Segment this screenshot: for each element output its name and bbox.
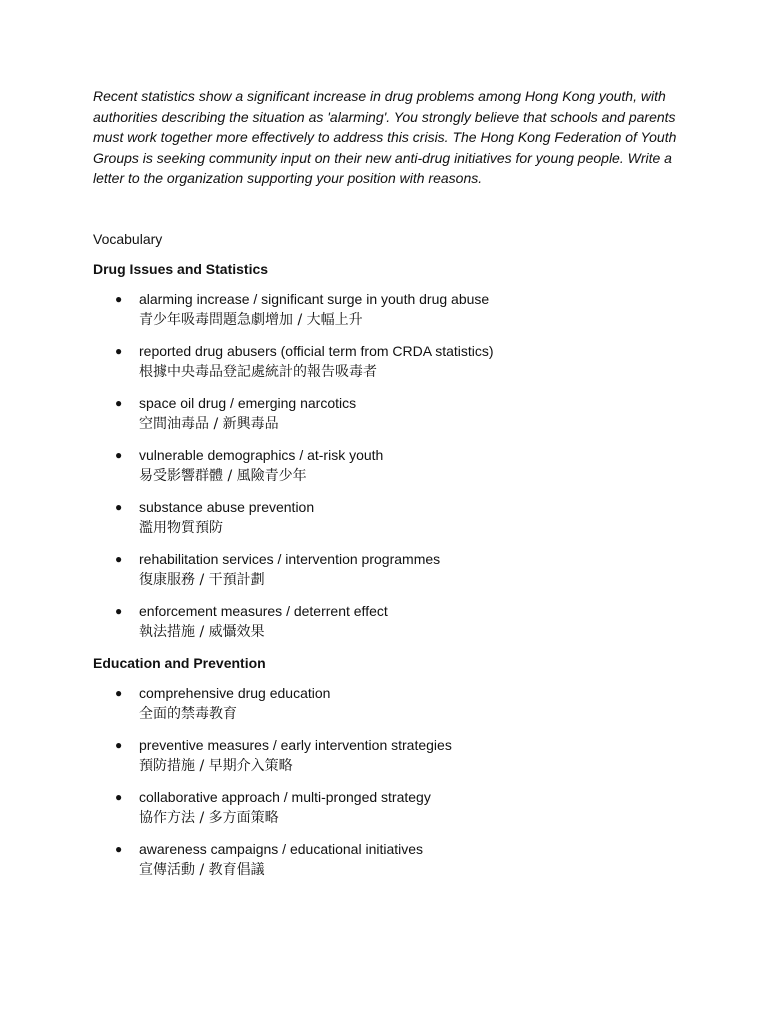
bullet-icon: ●	[115, 499, 123, 514]
vocab-chinese: 全面的禁毒教育	[139, 705, 237, 722]
list-item	[93, 839, 683, 881]
bullet-icon: ●	[115, 291, 123, 306]
bullet-icon: ●	[115, 603, 123, 618]
list-item	[93, 393, 683, 435]
bullet-icon: ●	[115, 395, 123, 410]
vocab-chinese: 空間油毒品 / 新興毒品	[139, 415, 279, 432]
list-item	[93, 445, 683, 487]
list-item	[93, 683, 683, 725]
bullet-icon: ●	[115, 685, 123, 700]
list-item	[93, 341, 683, 383]
section-heading-education-prevention: Education and Prevention	[93, 654, 266, 671]
vocab-english: collaborative approach / multi-pronged strategy	[139, 788, 431, 805]
vocab-chinese: 易受影響群體 / 風險青少年	[139, 467, 307, 484]
bullet-icon: ●	[115, 447, 123, 462]
vocab-chinese: 宣傳活動 / 教育倡議	[139, 861, 265, 878]
vocab-chinese: 青少年吸毒問題急劇增加 / 大幅上升	[139, 311, 363, 328]
vocab-english: reported drug abusers (official term from CRDA statistics)	[139, 342, 494, 359]
bullet-icon: ●	[115, 789, 123, 804]
section-heading-drug-issues: Drug Issues and Statistics	[93, 260, 269, 277]
vocab-list-education-prevention	[93, 683, 683, 881]
vocabulary-title: Vocabulary	[93, 230, 163, 247]
bullet-icon: ●	[115, 737, 123, 752]
vocab-english: awareness campaigns / educational initiatives	[139, 840, 424, 857]
vocab-chinese: 協作方法 / 多方面策略	[139, 809, 279, 826]
bullet-icon: ●	[115, 551, 123, 566]
vocab-chinese: 根據中央毒品登記處統計的報告吸毒者	[139, 363, 377, 380]
vocab-english: space oil drug / emerging narcotics	[139, 394, 357, 411]
document-page	[93, 86, 683, 881]
list-item	[93, 549, 683, 591]
vocab-chinese: 預防措施 / 早期介入策略	[139, 757, 293, 774]
vocab-english: alarming increase / significant surge in youth drug abuse	[139, 290, 490, 307]
list-item	[93, 787, 683, 829]
vocab-chinese: 復康服務 / 干預計劃	[139, 571, 265, 588]
list-item	[93, 497, 683, 539]
vocab-chinese: 濫用物質預防	[139, 519, 223, 536]
list-item	[93, 735, 683, 777]
list-item	[93, 601, 683, 643]
vocab-english: comprehensive drug education	[139, 684, 331, 701]
vocab-chinese: 執法措施 / 威懾效果	[139, 623, 265, 640]
writing-prompt: Recent statistics show a significant increase in drug problems among Hong Kong youth, with authorities describing the situation as 'alarming'. You strongly believe that schools and parents must work together more effectively to address this crisis. The Hong Kong Federation of Youth Groups is seeking community input on their new anti-drug initiatives for young people. Write a letter to the organization supporting your position with reasons.	[93, 88, 677, 186]
list-item	[93, 289, 683, 331]
vocab-english: rehabilitation services / intervention programmes	[139, 550, 441, 567]
vocab-list-drug-issues	[93, 289, 683, 643]
vocab-english: substance abuse prevention	[139, 498, 315, 515]
vocab-english: preventive measures / early intervention strategies	[139, 736, 452, 753]
bullet-icon: ●	[115, 343, 123, 358]
bullet-icon: ●	[115, 841, 123, 856]
vocab-english: enforcement measures / deterrent effect	[139, 602, 388, 619]
vocab-english: vulnerable demographics / at-risk youth	[139, 446, 384, 463]
